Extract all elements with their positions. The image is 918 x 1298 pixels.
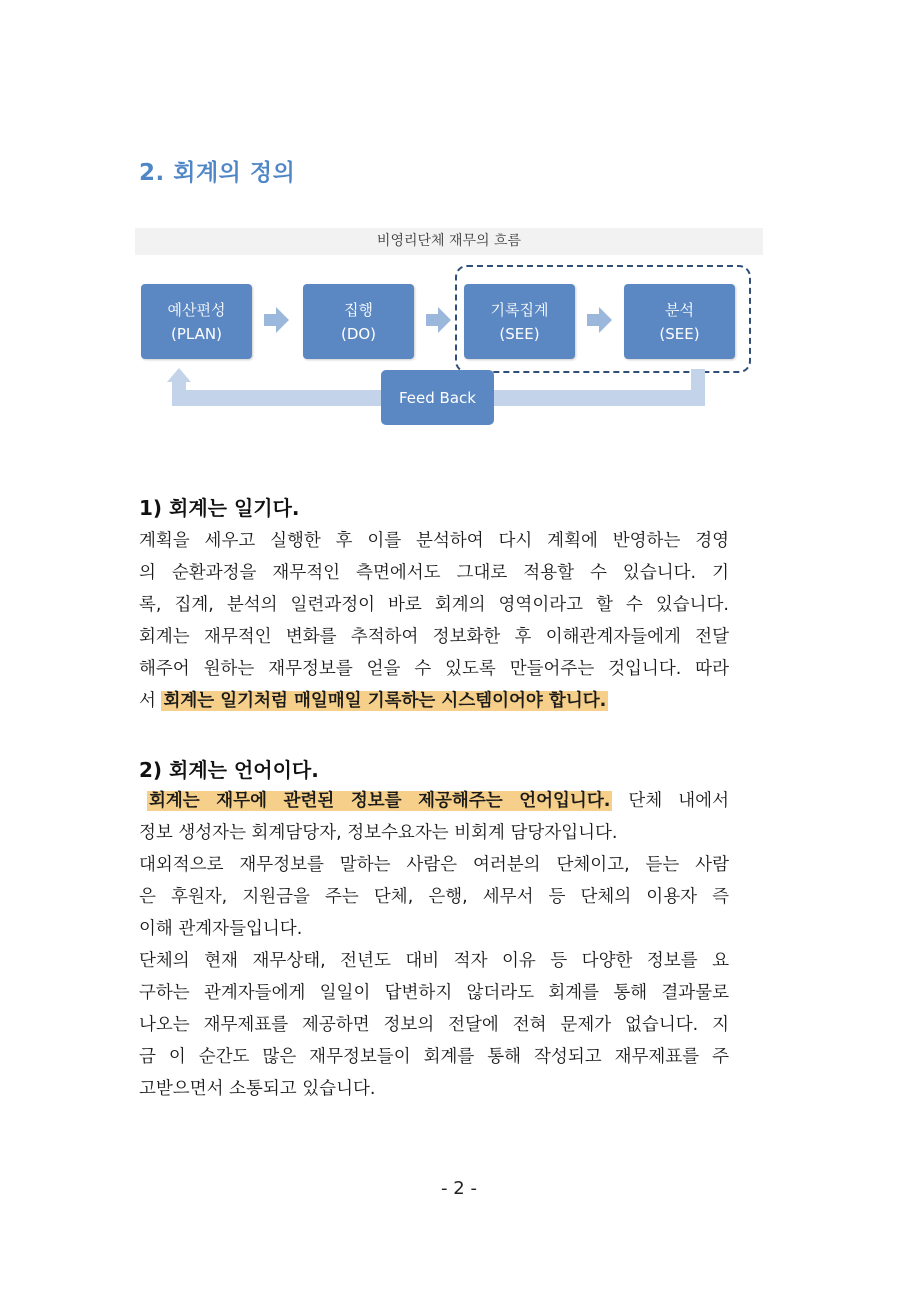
text-line: 고받으면서 소통되고 있습니다.: [139, 1079, 376, 1099]
step-record: [464, 284, 575, 359]
text-line: 해주어 원하는 재무정보를 얻을 수 있도록 만들어주는 것입니다. 따라: [139, 659, 729, 679]
text-line: 정보 생성자는 회계담당자, 정보수요자는 비회계 담당자입니다.: [139, 823, 618, 843]
highlighted-statement: 회계는 재무에 관련된 정보를 제공해주는 언어입니다.: [149, 791, 611, 811]
diagram-title: 비영리단체 재무의 흐름: [376, 233, 522, 249]
section2-paragraph: [139, 785, 729, 1105]
text-fragment: 서: [139, 691, 162, 711]
section-title: 2. 회계의 정의: [139, 160, 296, 186]
section1-heading: 1) 회계는 일기다.: [139, 496, 300, 520]
step-do: [303, 284, 414, 359]
text-line: 계획을 세우고 실행한 후 이를 분석하여 다시 계획에 반영하는 경영: [139, 531, 729, 551]
highlighted-statement: 회계는 일기처럼 매일매일 기록하는 시스템이어야 합니다.: [163, 691, 607, 711]
step-sub-label: (SEE): [659, 324, 700, 343]
step-sub-label: (PLAN): [171, 324, 222, 343]
text-line: 금 이 순간도 많은 재무정보들이 회계를 통해 작성되고 재무제표를 주: [139, 1047, 729, 1067]
text-line: 나오는 재무제표를 제공하면 정보의 전달에 전혀 문제가 없습니다. 지: [139, 1015, 729, 1035]
text-line: [139, 785, 729, 817]
up-arrow-icon: [167, 368, 191, 382]
step-analysis: [624, 284, 735, 359]
step-label: 분석: [665, 300, 694, 319]
text-line: [139, 685, 729, 717]
step-label: 예산편성: [167, 300, 226, 319]
section2-heading: 2) 회계는 언어이다.: [139, 758, 319, 782]
text-line: 록, 집계, 분석의 일련과정이 바로 회계의 영역이라고 할 수 있습니다.: [139, 595, 729, 615]
step-plan: [141, 284, 252, 359]
text-line: 은 후원자, 지원금을 주는 단체, 은행, 세무서 등 단체의 이용자 즉: [139, 887, 729, 907]
text-line: 의 순환과정을 재무적인 측면에서도 그대로 적용할 수 있습니다. 기: [139, 563, 729, 583]
section1-paragraph: [139, 525, 729, 717]
text-line: 이해 관계자들입니다.: [139, 919, 303, 939]
step-label: 집행: [344, 300, 373, 319]
text-fragment: 단체 내에서: [612, 791, 729, 811]
text-line: 대외적으로 재무정보를 말하는 사람은 여러분의 단체이고, 듣는 사람: [139, 855, 729, 875]
step-sub-label: (DO): [340, 324, 377, 343]
feedback-box: Feed Back: [381, 370, 494, 425]
text-line: 구하는 관계자들에게 일일이 답변하지 않더라도 회계를 통해 결과물로: [139, 983, 729, 1003]
text-line: 단체의 현재 재무상태, 전년도 대비 적자 이유 등 다양한 정보를 요: [139, 951, 729, 971]
page-number: - 2 -: [441, 1178, 477, 1199]
step-label: 기록집계: [490, 300, 549, 319]
step-sub-label: (SEE): [499, 324, 540, 343]
feedback-line-left: [172, 380, 186, 406]
text-line: 회계는 재무적인 변화를 추적하여 정보화한 후 이해관계자들에게 전달: [139, 627, 729, 647]
finance-flow-diagram: [135, 228, 763, 428]
